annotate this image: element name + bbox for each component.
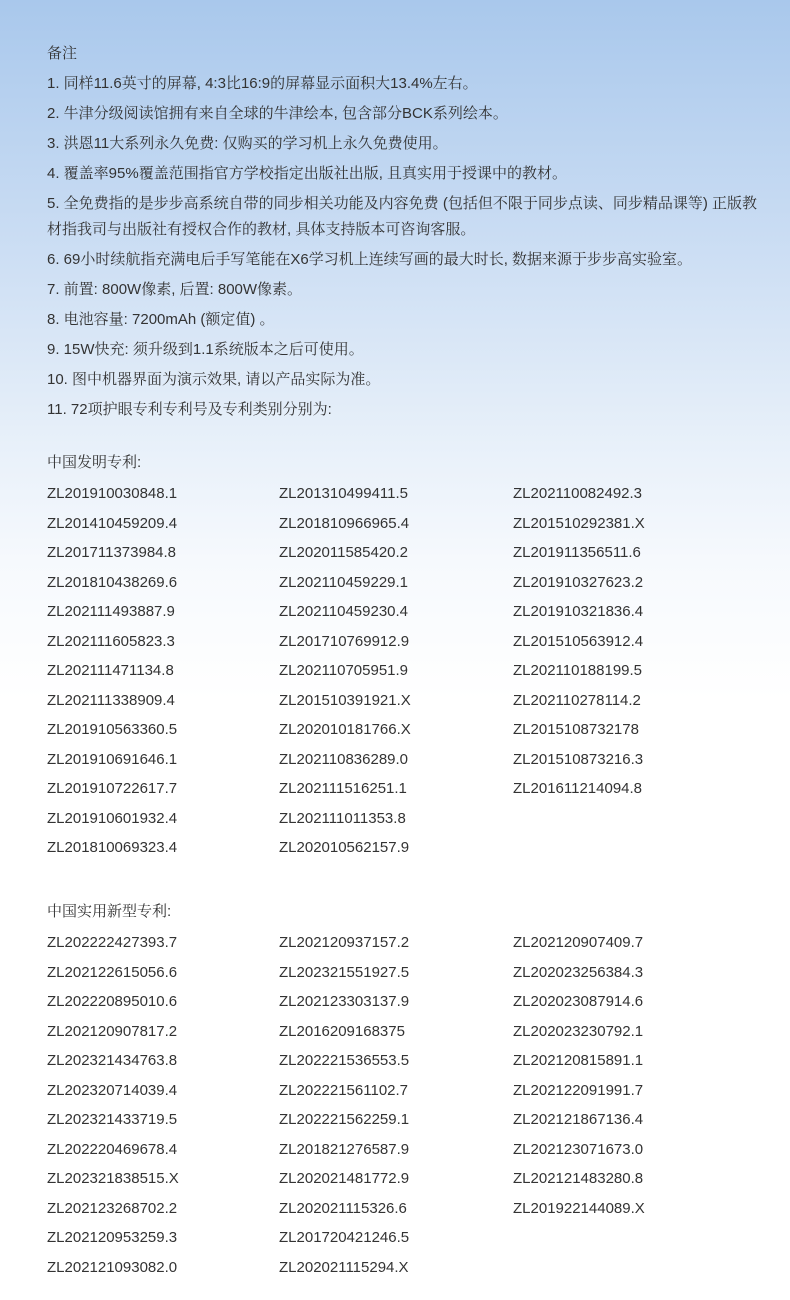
patent-number: ZL202110188199.5 — [513, 662, 643, 679]
patent-number: ZL202021481772.9 — [279, 1170, 410, 1187]
patent-number: ZL202110278114.2 — [513, 691, 641, 709]
patent-number: ZL202110705951.9 — [279, 662, 409, 679]
patent-number: ZL202321551927.5 — [279, 963, 410, 981]
patent-number: ZL202121093082.0 — [47, 1258, 178, 1276]
patent-number: ZL202320714039.4 — [47, 1081, 178, 1099]
patent-number: ZL201510563912.4 — [513, 632, 644, 650]
patent-number: ZL201910030848.1 — [47, 485, 178, 502]
patent-number: ZL202321433719.5 — [47, 1111, 178, 1128]
patent-number: ZL201910691646.1 — [47, 750, 178, 768]
patent-number: ZL201711373984.8 — [47, 544, 177, 561]
patent-number: ZL202222427393.7 — [47, 934, 178, 951]
patent-number: ZL202221561102.7 — [279, 1081, 409, 1099]
patent-number: ZL201710769912.9 — [279, 632, 410, 650]
patent-number: ZL202220895010.6 — [47, 993, 178, 1010]
patent-number: ZL202111011353.8 — [279, 809, 406, 827]
patent-number: ZL202023087914.6 — [513, 993, 644, 1010]
utility-patents-heading: 中国实用新型专利: — [47, 903, 172, 920]
note-item: 6. 69小时续航指充满电后手写笔能在X6学习机上连续写画的最大时长, 数据来源于步步高实验室。 — [47, 251, 693, 268]
patent-number: ZL202123268702.2 — [47, 1199, 178, 1217]
note-item: 1. 同样11.6英寸的屏幕, 4:3比16:9的屏幕显示面积大13.4%左右。 — [47, 75, 478, 92]
patent-number: ZL202120953259.3 — [47, 1229, 178, 1246]
patent-number: ZL202123303137.9 — [279, 993, 410, 1010]
utility-patents-section — [47, 898, 767, 1282]
patent-number: ZL202021115326.6 — [279, 1199, 407, 1217]
notes-section — [47, 39, 767, 425]
empty-cell — [513, 833, 745, 863]
patent-number: ZL201510391921.X — [279, 691, 411, 709]
invention-patent-grid — [47, 479, 767, 863]
patent-number: ZL2016209168375 — [279, 1022, 405, 1040]
patent-number: ZL202122615056.6 — [47, 963, 178, 981]
patent-number: ZL202010181766.X — [279, 721, 411, 738]
patent-number: ZL202111605823.3 — [47, 632, 175, 650]
patent-number: ZL202221562259.1 — [279, 1111, 410, 1128]
patent-number: ZL2015108732178 — [513, 721, 639, 738]
patent-number: ZL202120907409.7 — [513, 934, 644, 951]
empty-cell — [513, 1253, 745, 1283]
patent-number: ZL202221536553.5 — [279, 1052, 410, 1069]
patent-number: ZL202120907817.2 — [47, 1022, 178, 1040]
patent-number: ZL201810438269.6 — [47, 573, 178, 591]
invention-patents-heading: 中国发明专利: — [47, 454, 142, 471]
patent-number: ZL202111516251.1 — [279, 780, 407, 797]
patent-number: ZL201510292381.X — [513, 514, 645, 532]
patent-number: ZL201510873216.3 — [513, 750, 644, 768]
patent-number: ZL202321434763.8 — [47, 1052, 178, 1069]
patent-number: ZL202021115294.X — [279, 1258, 409, 1276]
patent-number: ZL202120937157.2 — [279, 934, 410, 951]
patent-number: ZL202121483280.8 — [513, 1170, 644, 1187]
utility-patent-grid — [47, 928, 767, 1282]
patent-number: ZL201910722617.7 — [47, 780, 178, 797]
patent-number: ZL201810966965.4 — [279, 514, 410, 532]
patent-number: ZL201310499411.5 — [279, 485, 409, 502]
patent-number: ZL202220469678.4 — [47, 1140, 178, 1158]
patent-number: ZL201611214094.8 — [513, 780, 643, 797]
note-item: 3. 洪恩11大系列永久免费: 仅购买的学习机上永久免费使用。 — [47, 135, 448, 152]
patent-number: ZL201911356511.6 — [513, 544, 641, 561]
patent-number: ZL201922144089.X — [513, 1199, 645, 1217]
patent-number: ZL202111493887.9 — [47, 603, 175, 620]
patent-number: ZL201810069323.4 — [47, 839, 178, 856]
patent-number: ZL202120815891.1 — [513, 1052, 644, 1069]
patent-number: ZL201910601932.4 — [47, 809, 178, 827]
note-item: 10. 图中机器界面为演示效果, 请以产品实际为准。 — [47, 371, 381, 388]
patent-number: ZL202110836289.0 — [279, 750, 409, 768]
note-item: 7. 前置: 800W像素, 后置: 800W像素。 — [47, 281, 303, 298]
patent-number: ZL201910563360.5 — [47, 721, 178, 738]
patent-number: ZL202110082492.3 — [513, 485, 643, 502]
patent-number: ZL201410459209.4 — [47, 514, 178, 532]
note-item: 5. 全免费指的是步步高系统自带的同步相关功能及内容免费 (包括但不限于同步点读、同步精品课等) 正版教材指我司与出版社有授权合作的教材, 具体支持版本可咨询客服。 — [47, 195, 758, 238]
patent-number: ZL201910321836.4 — [513, 603, 644, 620]
patent-number: ZL202321838515.X — [47, 1170, 179, 1187]
patent-number: ZL202110459229.1 — [279, 573, 409, 591]
patent-number: ZL202122091991.7 — [513, 1081, 644, 1099]
patent-number: ZL202110459230.4 — [279, 603, 409, 620]
patent-number: ZL201910327623.2 — [513, 573, 644, 591]
note-item: 4. 覆盖率95%覆盖范围指官方学校指定出版社出版, 且真实用于授课中的教材。 — [47, 165, 568, 182]
patent-number: ZL202023230792.1 — [513, 1022, 644, 1040]
empty-cell — [513, 1223, 745, 1253]
patent-number: ZL201821276587.9 — [279, 1140, 410, 1158]
patent-number: ZL202010562157.9 — [279, 839, 410, 856]
note-item: 11. 72项护眼专利专利号及专利类别分别为: — [47, 401, 332, 418]
empty-cell — [513, 804, 745, 834]
patent-number: ZL202111471134.8 — [47, 662, 174, 679]
note-item: 9. 15W快充: 须升级到1.1系统版本之后可使用。 — [47, 341, 364, 358]
patent-number: ZL201720421246.5 — [279, 1229, 410, 1246]
note-item: 8. 电池容量: 7200mAh (额定值) 。 — [47, 311, 275, 328]
note-item: 2. 牛津分级阅读馆拥有来自全球的牛津绘本, 包含部分BCK系列绘本。 — [47, 105, 508, 122]
patent-number: ZL202121867136.4 — [513, 1111, 644, 1128]
patent-number: ZL202011585420.2 — [279, 544, 409, 561]
patent-number: ZL202123071673.0 — [513, 1140, 644, 1158]
invention-patents-section — [47, 449, 767, 863]
notes-title: 备注 — [47, 45, 78, 62]
patent-number: ZL202111338909.4 — [47, 691, 175, 709]
patent-number: ZL202023256384.3 — [513, 963, 644, 981]
